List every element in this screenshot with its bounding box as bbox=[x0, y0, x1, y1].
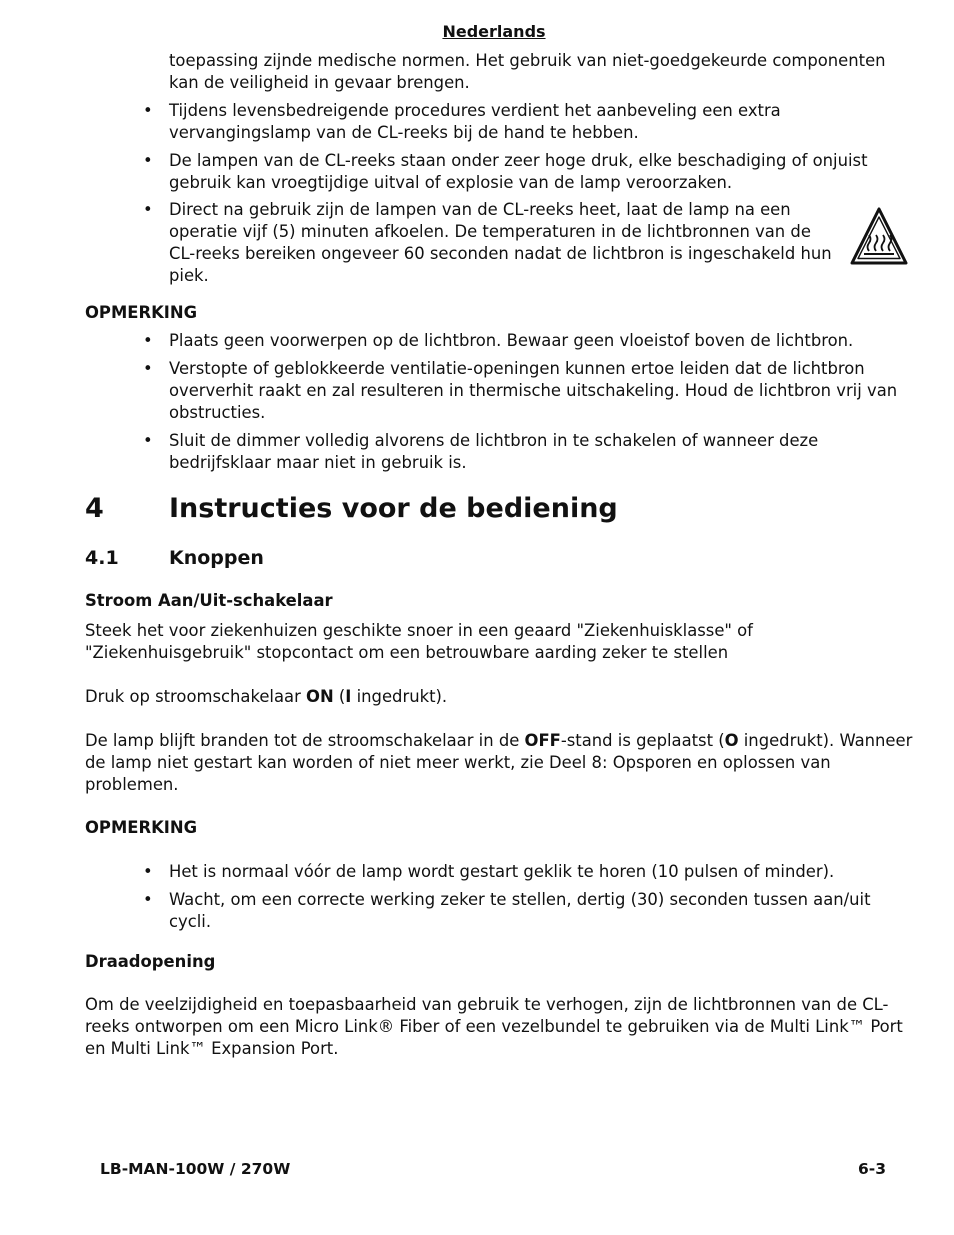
subsection-number: 4.1 bbox=[85, 547, 119, 569]
power-heading: Stroom Aan/Uit-schakelaar bbox=[85, 591, 333, 610]
header-language: Nederlands bbox=[442, 22, 546, 41]
bullet-glyph: • bbox=[143, 151, 153, 170]
fiber-heading: Draadopening bbox=[85, 952, 216, 971]
bullet-glyph: • bbox=[143, 862, 153, 881]
section-number: 4 bbox=[85, 493, 104, 524]
intro-continuation: toepassing zijnde medische normen. Het gebruik van niet-goedgekeurde componenten kan de veiligheid in gevaar brengen. bbox=[169, 51, 886, 92]
fiber-paragraph: Om de veelzijdigheid en toepasbaarheid van gebruik te verhogen, zijn de lichtbronnen van de CL-reeks ontworpen om een Micro Link® Fiber of een vezelbundel te gebruiken via de Multi Link™ Port en Multi Link™ Expansion Port. bbox=[85, 995, 903, 1058]
footer-page-number: 6-3 bbox=[858, 1160, 887, 1178]
bullet-glyph: • bbox=[143, 200, 153, 219]
bullet-glyph: • bbox=[143, 431, 153, 450]
list-item-text: De lampen van de CL-reeks staan onder zeer hoge druk, elke beschadiging of onjuist gebruik kan vroegtijdige uitval of explosie van de lamp veroorzaken. bbox=[169, 151, 868, 192]
bullet-glyph: • bbox=[143, 331, 153, 350]
text-run: De lamp blijft branden tot de stroomschakelaar in de bbox=[85, 731, 525, 750]
footer-model: LB-MAN-100W / 270W bbox=[100, 1160, 291, 1178]
list-item-text: Sluit de dimmer volledig alvorens de lichtbron in te schakelen of wanneer deze bedrijfsklaar maar niet in gebruik is. bbox=[169, 431, 819, 472]
list-item-text: Het is normaal vóór de lamp wordt gestart geklik te horen (10 pulsen of minder). bbox=[169, 862, 835, 881]
power-paragraph-1: Steek het voor ziekenhuizen geschikte snoer in een geaard "Ziekenhuisklasse" of "Ziekenhuisgebruik" stopcontact om een betrouwbare aarding zeker te stellen bbox=[85, 621, 753, 662]
subsection-title: Knoppen bbox=[169, 547, 264, 569]
list-item-text: Direct na gebruik zijn de lampen van de CL-reeks heet, laat de lamp na een operatie vijf (5) minuten afkoelen. De temperaturen in de lichtbronnen van de CL-reeks bereiken ongeveer 60 seconden nadat de lichtbron is ingeschakeld hun piek. bbox=[169, 200, 832, 285]
text-run: ingedrukt). bbox=[351, 687, 448, 706]
o-label: O bbox=[724, 731, 739, 750]
text-run: Druk op stroomschakelaar bbox=[85, 687, 307, 706]
power-paragraph-3 bbox=[85, 730, 915, 796]
text-run: -stand is geplaatst ( bbox=[560, 731, 725, 750]
off-label: OFF bbox=[524, 731, 561, 750]
list-item-text: Plaats geen voorwerpen op de lichtbron. Bewaar geen vloeistof boven de lichtbron. bbox=[169, 331, 854, 350]
list-item-text: Wacht, om een correcte werking zeker te stellen, dertig (30) seconden tussen aan/uit cycli. bbox=[169, 890, 871, 931]
list-item-text: Verstopte of geblokkeerde ventilatie-openingen kunnen ertoe leiden dat de lichtbron oververhit raakt en zal resulteren in thermische uitschakeling. Houd de lichtbron vrij van obstructies. bbox=[169, 359, 898, 422]
note-heading: OPMERKING bbox=[85, 303, 198, 322]
list-item-text: Tijdens levensbedreigende procedures verdient het aanbeveling een extra vervangingslamp van de CL-reeks bij de hand te hebben. bbox=[169, 101, 781, 142]
bullet-glyph: • bbox=[143, 359, 153, 378]
bullet-glyph: • bbox=[143, 890, 153, 909]
hot-surface-warning-icon bbox=[849, 206, 909, 266]
text-run: ingedrukt). Wanneer de lamp niet gestart kan worden of niet meer werkt, zie Deel 8: Opsporen en oplossen van problemen. bbox=[85, 731, 913, 794]
note-heading: OPMERKING bbox=[85, 818, 198, 837]
section-title: Instructies voor de bediening bbox=[169, 493, 618, 524]
bullet-glyph: • bbox=[143, 101, 153, 120]
power-paragraph-2 bbox=[85, 686, 915, 708]
text-run: ( bbox=[333, 687, 346, 706]
on-label: ON bbox=[306, 687, 334, 706]
i-label: I bbox=[345, 687, 352, 706]
